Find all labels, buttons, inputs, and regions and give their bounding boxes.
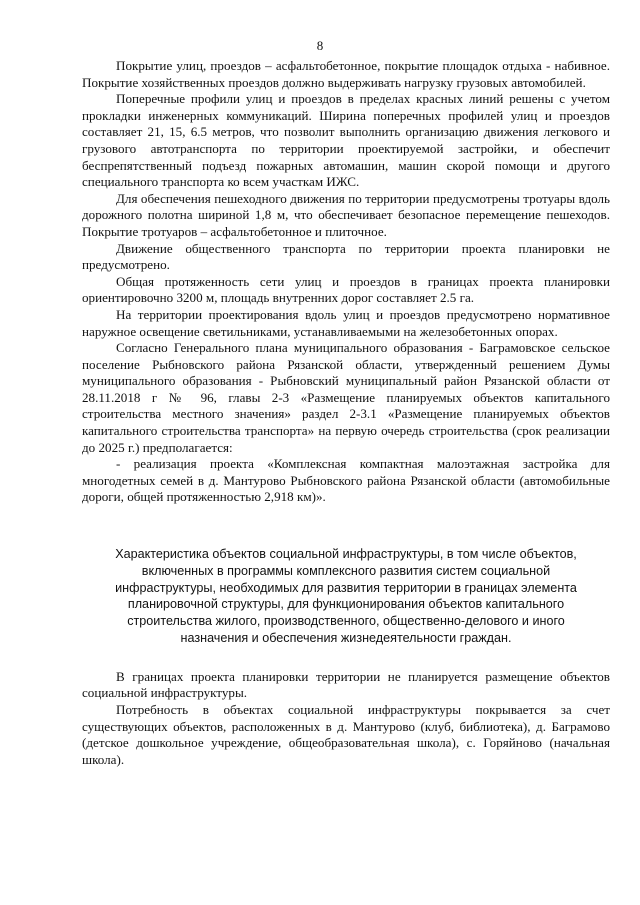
- paragraph-sidewalks: Для обеспечения пешеходного движения по территории предусмотрены тротуары вдоль дорожного полотна шириной 1,8 м, что обеспечивает безопасное перемещение пешеходов. Покрытие тротуаров – асфальтобетонное и плиточное.: [82, 190, 610, 239]
- section-heading: Характеристика объектов социальной инфраструктуры, в том числе объектов, включенных в программы комплексного развития систем социальной инфраструктуры, необходимых для развития территории в границах элемента планировочной структуры, для функционирования объектов капитального строительства жилого, производственного, общественно-делового и иного назначения и обеспечения жизнедеятельности граждан.: [115, 547, 577, 646]
- paragraph-project-implementation: - реализация проекта «Комплексная компактная малоэтажная застройка для многодетных семей в д. Мантурово Рыбновского района Рязанской области (автомобильные дороги, общей протяженностью 2,918 км)».: [82, 456, 610, 505]
- paragraph-public-transport: Движение общественного транспорта по территории проекта планировки не предусмотрено.: [82, 240, 610, 273]
- paragraph-street-lighting: На территории проектирования вдоль улиц и проездов предусмотрено нормативное наружное освещение светильниками, устанавливаемыми на железобетонных опорах.: [82, 306, 610, 339]
- paragraph-social-needs: Потребность в объектах социальной инфраструктуры покрывается за счет существующих объектов, расположенных в д. Мантурово (клуб, библиотека), д. Баграмово (детское дошкольное учреждение, общеобразовательная школа), с. Горяйново (начальная школа).: [82, 702, 610, 767]
- document-body: [82, 58, 610, 768]
- paragraph-general-plan: Согласно Генерального плана муниципального образования - Баграмовское сельское поселение Рыбновского района Рязанской области, утвержденный решением Думы муниципального образования - Рыбновский муниципальный район Рязанской области от 28.11.2018 г № 96, главы 2-3 «Размещение планируемых объектов капитального строительства местного значения» раздел 2-3.1 «Размещение планируемых объектов капитального строительства транспорта» на первую очередь строительства (срок реализации до 2025 г.) предполагается:: [82, 340, 610, 455]
- paragraph-road-surface: Покрытие улиц, проездов – асфальтобетонное, покрытие площадок отдыха - набивное. Покрытие хозяйственных проездов должно выдерживать нагрузку грузовых автомобилей.: [82, 58, 610, 90]
- paragraph-network-length: Общая протяженность сети улиц и проездов в границах проекта планировки ориентировочно 3200 м, площадь внутренних дорог составляет 2.5 га.: [82, 273, 610, 306]
- paragraph-social-placement: В границах проекта планировки территории не планируется размещение объектов социальной инфраструктуры.: [82, 668, 610, 701]
- paragraph-street-profiles: Поперечные профили улиц и проездов в пределах красных линий решены с учетом прокладки инженерных коммуникаций. Ширина поперечных профилей улиц и проездов составляет 21, 15, 6.5 метров, что позволит выполнить организацию движения легкового и грузового автотранспорта по территории проектируемой застройки, и обеспечит беспрепятственный подъезд пожарных автомашин, машин скорой помощи и другого специального транспорта ко всем участкам ИЖС.: [82, 91, 610, 190]
- page-number: 8: [316, 38, 324, 53]
